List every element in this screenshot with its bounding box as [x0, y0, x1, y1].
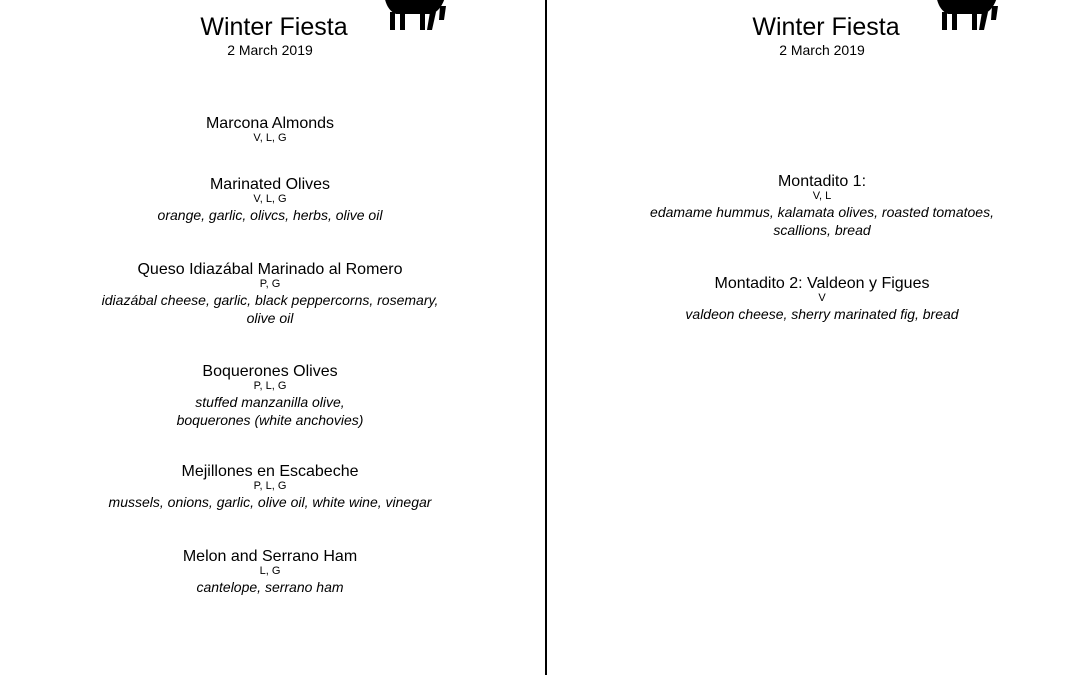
menu-item-montadito-2 [602, 274, 1042, 323]
menu-item-marinated-olives [70, 175, 470, 224]
menu-date: 2 March 2019 [227, 42, 313, 58]
menu-item-queso-idiazabal [70, 260, 470, 327]
menu-item-marcona-almonds [70, 114, 470, 145]
item-description: olive oil [246, 310, 294, 326]
item-description: edamame hummus, kalamata olives, roasted tomatoes, [650, 204, 994, 220]
item-name: Boquerones Olives [202, 363, 338, 380]
item-name: Montadito 2: Valdeon y Figues [714, 275, 930, 292]
item-tags: P, L, G [253, 380, 287, 392]
item-tags: V, L, G [253, 193, 287, 205]
item-description: mussels, onions, garlic, olive oil, white wine, vinegar [108, 494, 432, 510]
item-name: Queso Idiazábal Marinado al Romero [137, 261, 403, 278]
item-description: idiazábal cheese, garlic, black peppercorns, rosemary, [101, 292, 439, 308]
item-description: stuffed manzanilla olive, [195, 394, 345, 410]
menu-item-boquerones-olives [70, 362, 470, 429]
item-description: orange, garlic, olivcs, herbs, olive oil [157, 207, 383, 223]
item-tags: P, G [259, 278, 281, 290]
bull-icon [934, 0, 1000, 38]
menu-item-mejillones-escabeche [70, 462, 470, 511]
menu-date: 2 March 2019 [779, 42, 865, 58]
item-name: Marcona Almonds [205, 115, 335, 132]
item-tags: V, L, G [253, 132, 287, 144]
item-description: valdeon cheese, sherry marinated fig, bread [685, 306, 959, 322]
menu-item-melon-serrano-ham [70, 547, 470, 596]
item-name: Marinated Olives [209, 176, 331, 193]
item-name: Mejillones en Escabeche [181, 463, 359, 480]
item-tags: P, L, G [253, 480, 287, 492]
item-name: Melon and Serrano Ham [182, 548, 358, 565]
bull-icon [382, 0, 448, 38]
menu-title: Winter Fiesta [752, 13, 900, 41]
item-tags: L, G [259, 565, 281, 577]
page-divider [545, 0, 547, 675]
item-tags: V, L [812, 190, 832, 202]
item-tags: V [818, 292, 826, 304]
item-description: cantelope, serrano ham [196, 579, 344, 595]
item-description: boquerones (white anchovies) [176, 412, 364, 428]
item-name: Montadito 1: [777, 173, 867, 190]
item-description: scallions, bread [773, 222, 871, 238]
menu-item-montadito-1 [602, 172, 1042, 239]
right-menu [548, 0, 1080, 675]
menu-title: Winter Fiesta [200, 13, 348, 41]
